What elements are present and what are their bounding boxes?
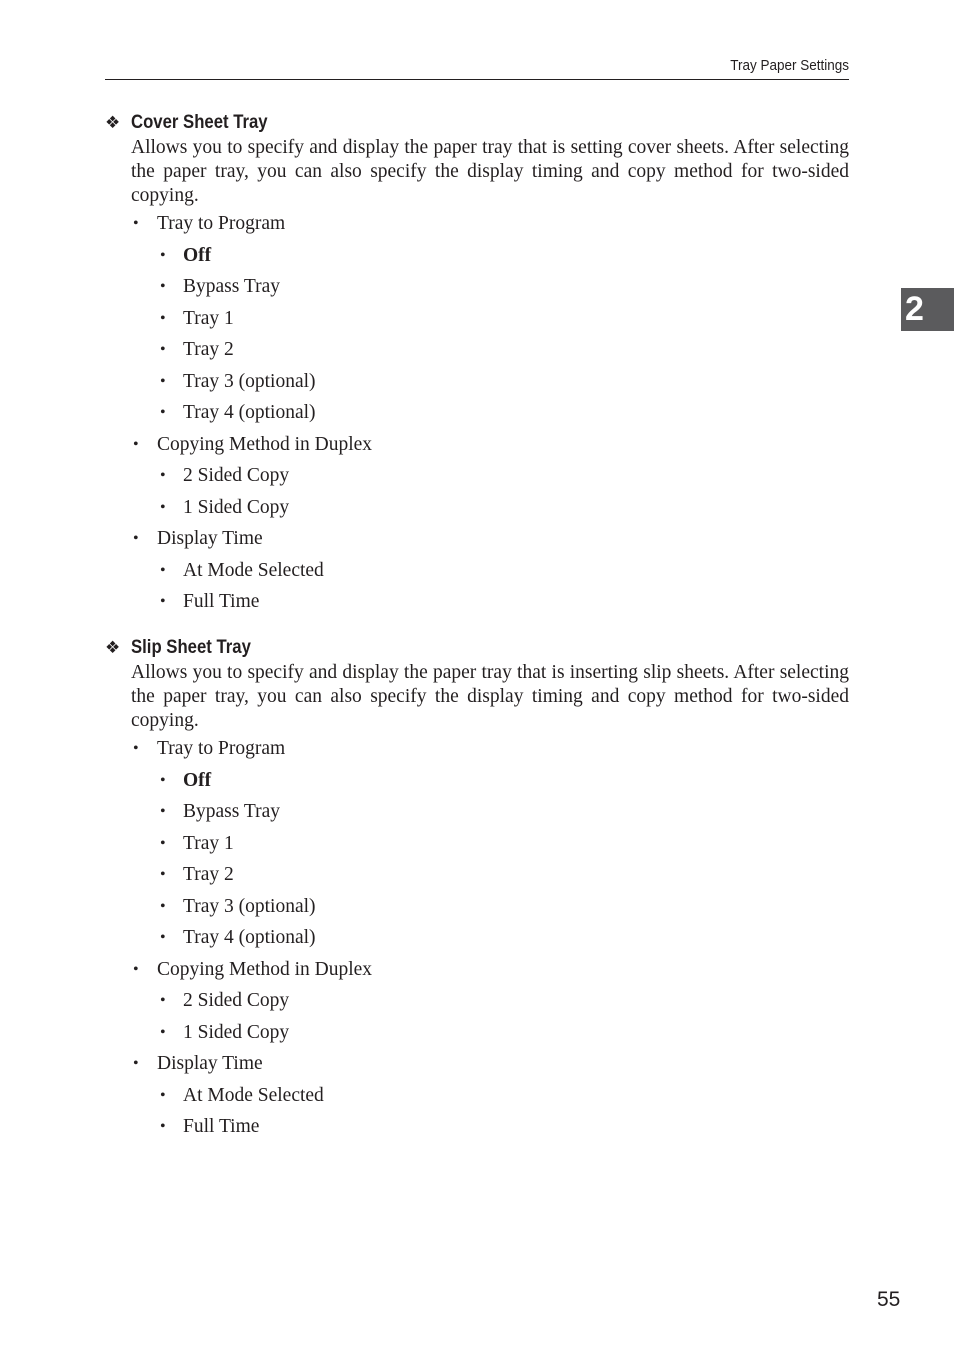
list-item-label: Copying Method in Duplex <box>157 958 373 980</box>
sub-list-item <box>105 1017 849 1049</box>
bullet-icon: • <box>160 992 166 1009</box>
bullet-icon: • <box>133 435 139 453</box>
section-description: Allows you to specify and display the paper tray that is setting cover sheets. After selecting the paper tray, you can also specify the display timing and copy method for two-sided copying. <box>131 137 849 206</box>
bullet-icon: • <box>160 803 166 820</box>
bullet-icon: • <box>160 866 166 883</box>
sub-list-item <box>105 555 849 587</box>
list-item-label: Tray 4 (optional) <box>183 402 316 423</box>
bullet-icon: • <box>133 530 139 547</box>
section-heading <box>105 635 849 661</box>
bullet-icon: • <box>160 771 166 789</box>
list-item-label: Full Time <box>183 1116 260 1137</box>
list-item-label: Tray 1 <box>183 307 234 329</box>
sub-list-item <box>105 366 849 398</box>
bullet-icon: • <box>133 215 139 232</box>
list-item-label: Tray 1 <box>183 832 234 854</box>
sub-list-item <box>105 859 849 891</box>
bullet-icon: • <box>160 834 166 852</box>
chapter-tab: 2 <box>901 288 954 331</box>
sub-list-item <box>105 240 849 272</box>
section-heading <box>105 110 849 136</box>
list-item <box>105 429 849 461</box>
bullet-icon: • <box>133 960 139 978</box>
list-item-label: Tray 2 <box>183 864 234 885</box>
sub-list-item <box>105 492 849 524</box>
sub-list-item <box>105 397 849 429</box>
bullet-icon: • <box>160 467 166 484</box>
diamond-bullet-icon: ❖ <box>105 638 121 657</box>
sub-list-item <box>105 1111 849 1143</box>
settings-list <box>105 733 849 1143</box>
list-item-label: Tray 3 (optional) <box>183 370 316 392</box>
diamond-bullet-icon: ❖ <box>105 113 121 132</box>
slip-sheet-tray-section <box>105 635 849 1143</box>
sub-list-item <box>105 1080 849 1112</box>
bullet-icon: • <box>160 593 166 610</box>
section-heading-text: Slip Sheet Tray <box>131 637 251 658</box>
sub-list-item <box>105 796 849 828</box>
list-item-label: Full Time <box>183 591 260 612</box>
bullet-icon: • <box>160 246 166 264</box>
list-item-label: At Mode Selected <box>183 1084 324 1106</box>
list-item-label: 2 Sided Copy <box>183 465 290 486</box>
bullet-icon: • <box>160 561 166 579</box>
bullet-icon: • <box>160 1023 166 1041</box>
page-header <box>105 56 849 80</box>
list-item <box>105 208 849 240</box>
bullet-icon: • <box>160 372 166 390</box>
bullet-icon: • <box>160 1118 166 1135</box>
sub-list-item <box>105 334 849 366</box>
sub-list-item <box>105 922 849 954</box>
list-item-label: Bypass Tray <box>183 801 280 822</box>
list-item-label: Copying Method in Duplex <box>157 433 373 455</box>
list-item-label: 2 Sided Copy <box>183 990 290 1011</box>
list-item-label: Tray 4 (optional) <box>183 927 316 948</box>
list-item-label: Off <box>183 769 212 791</box>
list-item-label: At Mode Selected <box>183 559 324 581</box>
bullet-icon: • <box>160 309 166 327</box>
bullet-icon: • <box>160 929 166 946</box>
page-number: 55 <box>877 1288 901 1311</box>
sub-list-item <box>105 303 849 335</box>
bullet-icon: • <box>160 404 166 421</box>
sub-list-item <box>105 891 849 923</box>
sub-list-item <box>105 765 849 797</box>
list-item <box>105 733 849 765</box>
bullet-icon: • <box>133 740 139 757</box>
bullet-icon: • <box>160 278 166 295</box>
section-heading-text: Cover Sheet Tray <box>131 112 268 133</box>
cover-sheet-tray-section <box>105 110 849 618</box>
list-item-label: Tray 2 <box>183 339 234 360</box>
list-item-label: Bypass Tray <box>183 276 280 297</box>
list-item-label: 1 Sided Copy <box>183 496 290 518</box>
list-item <box>105 1048 849 1080</box>
sub-list-item <box>105 460 849 492</box>
bullet-icon: • <box>160 1086 166 1104</box>
list-item-label: Off <box>183 244 212 266</box>
running-header-title: Tray Paper Settings <box>730 57 849 74</box>
bullet-icon: • <box>160 897 166 915</box>
list-item-label: Tray to Program <box>157 213 286 234</box>
sub-list-item <box>105 271 849 303</box>
section-description: Allows you to specify and display the paper tray that is inserting slip sheets. After selecting the paper tray, you can also specify the display timing and copy method for two-sided copying. <box>131 662 849 731</box>
sub-list-item <box>105 985 849 1017</box>
bullet-icon: • <box>160 498 166 516</box>
list-item <box>105 954 849 986</box>
list-item-label: Display Time <box>157 528 263 549</box>
list-item-label: Tray 3 (optional) <box>183 895 316 917</box>
list-item-label: 1 Sided Copy <box>183 1021 290 1043</box>
bullet-icon: • <box>133 1055 139 1072</box>
sub-list-item <box>105 586 849 618</box>
list-item-label: Tray to Program <box>157 738 286 759</box>
bullet-icon: • <box>160 341 166 358</box>
list-item-label: Display Time <box>157 1053 263 1074</box>
settings-list <box>105 208 849 618</box>
list-item <box>105 523 849 555</box>
sub-list-item <box>105 828 849 860</box>
